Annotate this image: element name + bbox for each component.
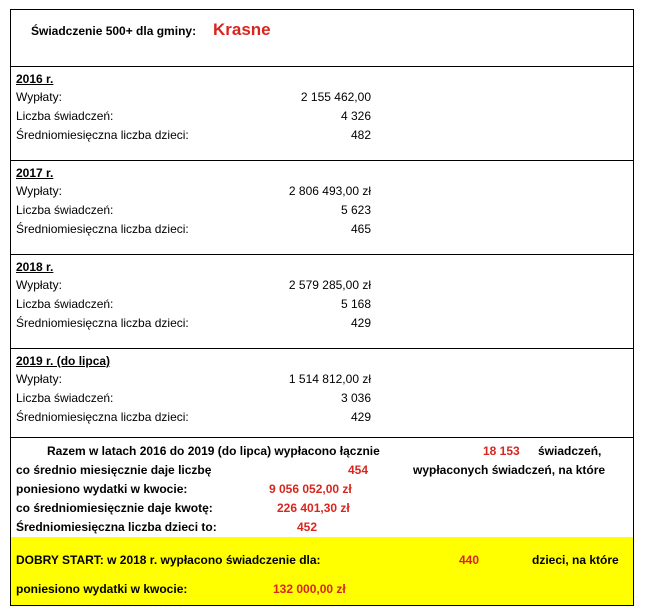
- summary-line3-text: poniesiono wydatki w kwocie:: [16, 482, 188, 496]
- kids-label: Średniomiesięczna liczba dzieci:: [16, 128, 189, 142]
- summary-line2-value: 454: [348, 463, 369, 477]
- summary-line1-suffix: świadczeń,: [538, 444, 602, 458]
- year-section-2017: [11, 161, 633, 254]
- year-heading: 2017 r.: [16, 166, 54, 180]
- count-label: Liczba świadczeń:: [16, 391, 114, 405]
- year-heading: 2018 r.: [16, 260, 54, 274]
- count-label: Liczba świadczeń:: [16, 109, 114, 123]
- dobry-start-line1-value: 440: [459, 553, 480, 567]
- year-heading: 2019 r. (do lipca): [16, 354, 111, 368]
- payouts-value: 2 155 462,00: [300, 90, 371, 104]
- payouts-label: Wypłaty:: [16, 278, 62, 292]
- count-label: Liczba świadczeń:: [16, 203, 114, 217]
- kids-label: Średniomiesięczna liczba dzieci:: [16, 316, 189, 330]
- header-label: Świadczenie 500+ dla gminy:: [31, 24, 197, 38]
- document-frame: [10, 9, 634, 606]
- payouts-value: 2 806 493,00 zł: [288, 184, 371, 198]
- kids-value: 482: [350, 128, 371, 142]
- dobry-start-line1-suffix: dzieci, na które: [532, 553, 619, 567]
- summary-line4-value: 226 401,30 zł: [277, 501, 350, 515]
- count-value: 3 036: [340, 391, 371, 405]
- dobry-start-line2-value: 132 000,00 zł: [273, 582, 346, 596]
- summary-line5-value: 452: [297, 520, 318, 534]
- dobry-start-line2-text: poniesiono wydatki w kwocie:: [16, 582, 188, 596]
- summary-line2-suffix: wypłaconych świadczeń, na które: [413, 463, 606, 477]
- summary-line5-text: Średniomiesięczna liczba dzieci to:: [16, 520, 217, 534]
- kids-label: Średniomiesięczna liczba dzieci:: [16, 222, 189, 236]
- kids-value: 429: [350, 316, 371, 330]
- dobry-start-section: [11, 537, 633, 605]
- dobry-start-line1-text: DOBRY START: w 2018 r. wypłacono świadczenie dla:: [16, 553, 321, 567]
- year-section-2018: [11, 255, 633, 348]
- summary-line1-text: Razem w latach 2016 do 2019 (do lipca) wypłacono łącznie: [47, 444, 380, 458]
- count-value: 5 168: [340, 297, 371, 311]
- summary-line2-text: co średnio miesięcznie daje liczbę: [16, 463, 212, 477]
- kids-value: 465: [350, 222, 371, 236]
- summary-line3-value: 9 056 052,00 zł: [269, 482, 352, 496]
- year-section-2019: [11, 349, 633, 437]
- count-label: Liczba świadczeń:: [16, 297, 114, 311]
- payouts-value: 2 579 285,00 zł: [288, 278, 371, 292]
- summary-line1-value: 18 153: [483, 444, 520, 458]
- payouts-value: 1 514 812,00 zł: [288, 372, 371, 386]
- payouts-label: Wypłaty:: [16, 372, 62, 386]
- kids-value: 429: [350, 410, 371, 424]
- summary-section: [11, 438, 633, 537]
- gmina-name: Krasne: [213, 20, 271, 39]
- header-section: [11, 10, 633, 66]
- summary-line4-text: co średniomiesięcznie daje kwotę:: [16, 501, 213, 515]
- payouts-label: Wypłaty:: [16, 184, 62, 198]
- count-value: 5 623: [340, 203, 371, 217]
- kids-label: Średniomiesięczna liczba dzieci:: [16, 410, 189, 424]
- year-heading: 2016 r.: [16, 72, 54, 86]
- year-section-2016: [11, 67, 633, 160]
- count-value: 4 326: [340, 109, 371, 123]
- payouts-label: Wypłaty:: [16, 90, 62, 104]
